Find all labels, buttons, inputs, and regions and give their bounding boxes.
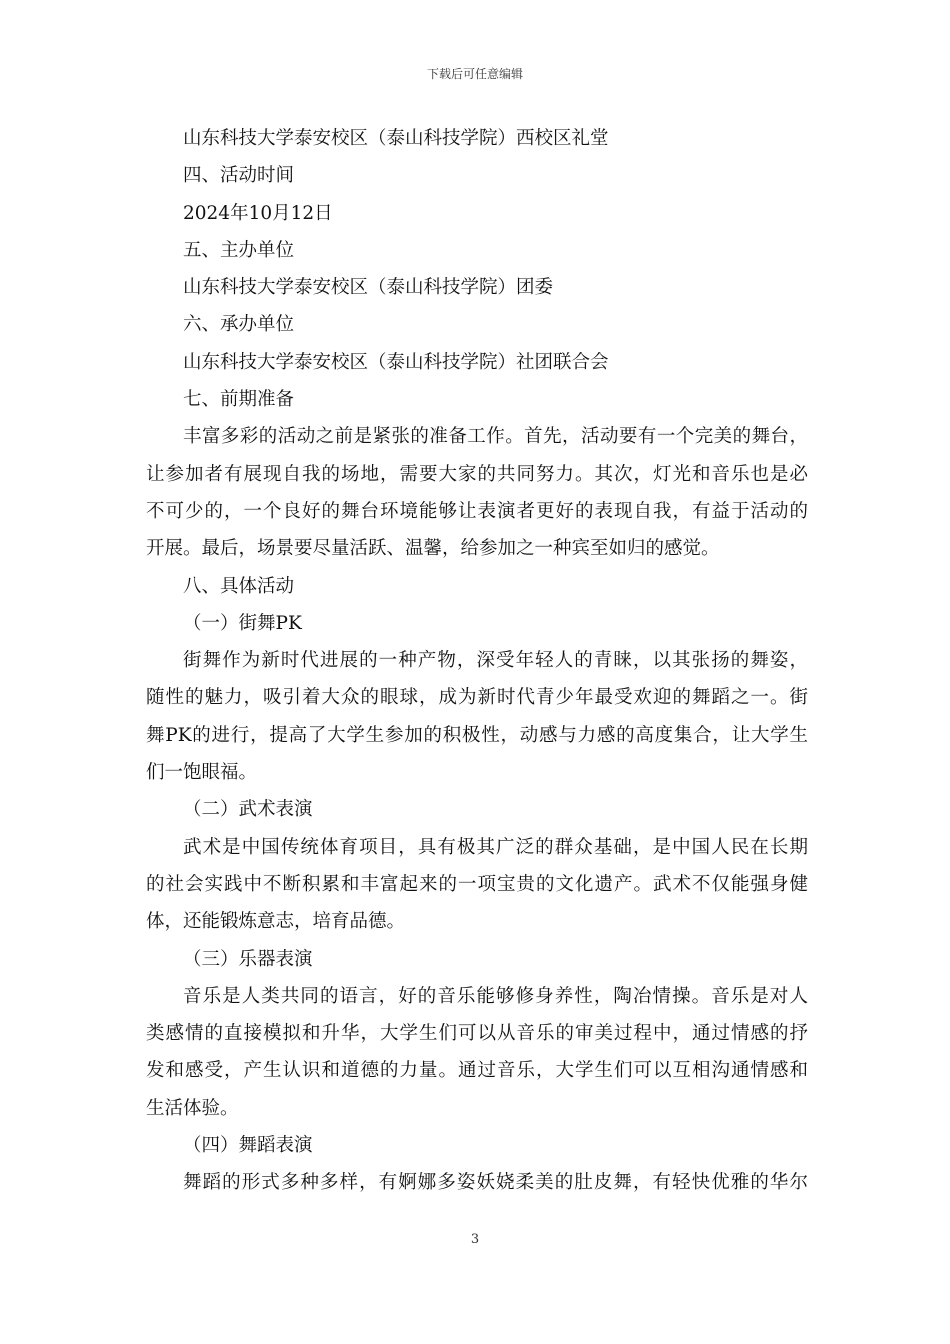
- text-line: 山东科技大学泰安校区（泰山科技学院）西校区礼堂: [183, 128, 609, 149]
- section-heading: 八、具体活动: [183, 575, 295, 597]
- text-line: 山东科技大学泰安校区（泰山科技学院）团委: [183, 277, 554, 299]
- paragraph-line: 舞PK的进行，提高了大学生参加的积极性，动感与力感的高度集合，让大学生: [146, 724, 808, 746]
- paragraph-line: 发和感受，产生认识和道德的力量。通过音乐，大学生们可以互相沟通情感和: [146, 1060, 808, 1082]
- document-body: [146, 120, 808, 1202]
- subsection-heading: （三）乐器表演: [183, 948, 313, 970]
- section-heading: 七、前期准备: [183, 389, 295, 411]
- paragraph-line: 丰富多彩的活动之前是紧张的准备工作。首先，活动要有一个完美的舞台，: [183, 426, 808, 448]
- section-heading: 四、活动时间: [183, 165, 295, 187]
- subsection-heading: （二）武术表演: [183, 799, 313, 821]
- paragraph-line: 类感情的直接模拟和升华，大学生们可以从音乐的审美过程中，通过情感的抒: [146, 1023, 808, 1045]
- section-heading: 五、主办单位: [183, 239, 295, 261]
- paragraph-line: 体，还能锻炼意志，培育品德。: [146, 911, 406, 933]
- page-header: 下载后可任意编辑: [426, 67, 523, 81]
- paragraph-line: 舞蹈的形式多种多样，有婀娜多姿妖娆柔美的肚皮舞，有轻快优雅的华尔: [183, 1172, 808, 1194]
- paragraph-line: 生活体验。: [146, 1097, 239, 1119]
- paragraph-line: 不可少的，一个良好的舞台环境能够让表演者更好的表现自我，有益于活动的: [146, 500, 808, 522]
- paragraph-line: 们一饱眼福。: [146, 762, 258, 784]
- paragraph-line: 的社会实践中不断积累和丰富起来的一项宝贵的文化遗产。武术不仅能强身健: [146, 873, 808, 895]
- page-number: 3: [470, 1232, 480, 1247]
- subsection-heading: （四）舞蹈表演: [183, 1135, 313, 1157]
- paragraph-line: 随性的魅力，吸引着大众的眼球，成为新时代青少年最受欢迎的舞蹈之一。街: [146, 687, 808, 709]
- paragraph-line: 音乐是人类共同的语言，好的音乐能够修身养性，陶冶情操。音乐是对人: [183, 985, 808, 1007]
- text-line: 山东科技大学泰安校区（泰山科技学院）社团联合会: [183, 351, 609, 373]
- text-line: 2024年10月12日: [183, 202, 333, 224]
- paragraph-line: 街舞作为新时代进展的一种产物，深受年轻人的青睐，以其张扬的舞姿，: [183, 650, 808, 672]
- paragraph-line: 武术是中国传统体育项目，具有极其广泛的群众基础，是中国人民在长期: [183, 836, 808, 858]
- subsection-heading: （一）街舞PK: [183, 612, 302, 634]
- section-heading: 六、承办单位: [183, 314, 295, 336]
- paragraph-line: 让参加者有展现自我的场地，需要大家的共同努力。其次，灯光和音乐也是必: [146, 463, 808, 485]
- paragraph-line: 开展。最后，场景要尽量活跃、温馨，给参加之一种宾至如归的感觉。: [146, 538, 720, 560]
